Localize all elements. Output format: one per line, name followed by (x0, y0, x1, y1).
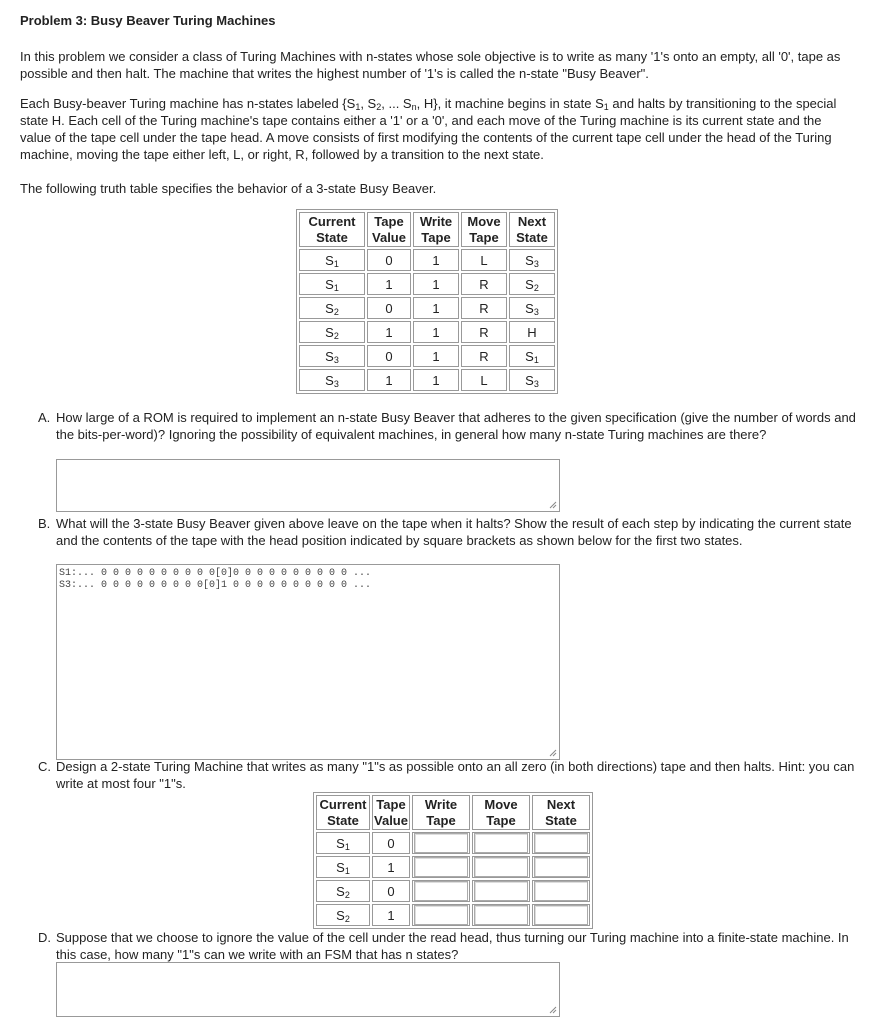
truth-table-row (299, 273, 555, 295)
write-tape-input[interactable] (414, 857, 468, 877)
current-state-cell: $S_2$ (316, 904, 370, 926)
tape-value-cell: 1 (372, 904, 410, 926)
next-state-input[interactable] (534, 905, 588, 925)
question-d-letter: D. (38, 930, 51, 945)
question-a-letter: A. (38, 410, 51, 425)
design-table-header: Tape Value (372, 795, 410, 830)
move-tape-input[interactable] (474, 881, 528, 901)
current-state-cell: $S_3$ (299, 369, 365, 391)
current-state-cell: $S_3$ (299, 345, 365, 367)
design-table-row (316, 856, 590, 878)
tape-value-cell: 1 (372, 856, 410, 878)
truth-table-header: Next State (509, 212, 555, 247)
move-tape-cell (472, 832, 530, 854)
question-c-text: Design a 2-state Turing Machine that writes as many "1"s as possible onto an all zero (in both directions) tape and then halts. Hint: you can write at most four "1"s. (56, 759, 855, 791)
move-tape-cell: R (461, 321, 507, 343)
write-tape-cell: 1 (413, 369, 459, 391)
design-table-row (316, 880, 590, 902)
write-tape-input[interactable] (414, 833, 468, 853)
next-state-cell: H (509, 321, 555, 343)
current-state-cell: $S_1$ (316, 832, 370, 854)
resize-grip-icon[interactable] (548, 1005, 557, 1014)
tape-value-cell: 0 (372, 832, 410, 854)
truth-table-row (299, 297, 555, 319)
move-tape-cell: L (461, 249, 507, 271)
write-tape-cell (412, 856, 470, 878)
move-tape-cell: R (461, 273, 507, 295)
tape-value-cell: 1 (367, 321, 411, 343)
truth-table-header: Write Tape (413, 212, 459, 247)
truth-table-header: Tape Value (367, 212, 411, 247)
move-tape-cell: R (461, 345, 507, 367)
question-b-letter: B. (38, 516, 51, 531)
truth-table-row (299, 345, 555, 367)
current-state-cell: $S_2$ (316, 880, 370, 902)
write-tape-cell: 1 (413, 345, 459, 367)
design-table (313, 792, 593, 929)
truth-table-row (299, 369, 555, 391)
move-tape-cell (472, 904, 530, 926)
write-tape-cell: 1 (413, 321, 459, 343)
question-d-text: Suppose that we choose to ignore the value of the cell under the read head, thus turning our Turing machine into a finite-state machine. In this case, how many "1"s can we write with an FSM that has n states? (56, 930, 849, 962)
question-a-text: How large of a ROM is required to implement an n-state Busy Beaver that adheres to the given specification (give the number of words and the bits-per-word)? Ignoring the possibility of equivalent machines, in general how many n-state Turing machines are there? (56, 410, 856, 442)
truth-table-header: Current State (299, 212, 365, 247)
move-tape-input[interactable] (474, 905, 528, 925)
move-tape-cell: R (461, 297, 507, 319)
next-state-cell (532, 832, 590, 854)
next-state-cell: $S_1$ (509, 345, 555, 367)
current-state-cell: $S_1$ (299, 273, 365, 295)
move-tape-input[interactable] (474, 857, 528, 877)
write-tape-cell: 1 (413, 297, 459, 319)
problem-title: Problem 3: Busy Beaver Turing Machines (20, 13, 276, 28)
current-state-cell: $S_1$ (316, 856, 370, 878)
next-state-cell: $S_3$ (509, 297, 555, 319)
write-tape-input[interactable] (414, 881, 468, 901)
tape-value-cell: 1 (367, 369, 411, 391)
design-table-header: Current State (316, 795, 370, 830)
design-table-row (316, 904, 590, 926)
next-state-cell (532, 856, 590, 878)
design-table-row (316, 832, 590, 854)
design-table-header: Move Tape (472, 795, 530, 830)
tape-value-cell: 1 (367, 273, 411, 295)
next-state-input[interactable] (534, 857, 588, 877)
table-intro: The following truth table specifies the behavior of a 3-state Busy Beaver. (20, 181, 437, 196)
next-state-cell (532, 880, 590, 902)
description-paragraph: Each Busy-beaver Turing machine has n-states labeled {$S_1$, $S_2$, ... $S_n$, H}, it machine begins in state $S_1$ and halts by transitioning to the special state H. Each cell of the Turing machine's tape contains either a '1' or a '0', and each move of the Turing machine is its current state and the value of the tape cell under the tape head. A move consists of first modifying the contents of the current tape cell under the head of the Turing machine, moving the tape either left, L, or right, R, followed by a transition to the next state. (20, 96, 837, 162)
write-tape-cell (412, 880, 470, 902)
question-c-letter: C. (38, 759, 51, 774)
intro-paragraph: In this problem we consider a class of Turing Machines with n-states whose sole objective is to write as many '1's onto an empty, all '0', tape as possible and then halt. The machine that writes the highest number of '1's is called the n-state "Busy Beaver". (20, 49, 841, 81)
resize-grip-icon[interactable] (548, 500, 557, 509)
resize-grip-icon[interactable] (548, 748, 557, 757)
tape-value-cell: 0 (367, 249, 411, 271)
current-state-cell: $S_2$ (299, 297, 365, 319)
write-tape-cell: 1 (413, 273, 459, 295)
next-state-input[interactable] (534, 881, 588, 901)
answer-d-textarea[interactable] (56, 962, 560, 1017)
write-tape-cell: 1 (413, 249, 459, 271)
move-tape-cell (472, 880, 530, 902)
move-tape-cell: L (461, 369, 507, 391)
next-state-cell: $S_3$ (509, 369, 555, 391)
truth-table-row (299, 249, 555, 271)
truth-table-row (299, 321, 555, 343)
answer-a-textarea[interactable] (56, 459, 560, 512)
next-state-cell: $S_2$ (509, 273, 555, 295)
next-state-cell: $S_3$ (509, 249, 555, 271)
write-tape-input[interactable] (414, 905, 468, 925)
move-tape-input[interactable] (474, 833, 528, 853)
answer-b-content: S1:... 0 0 0 0 0 0 0 0 0 0[0]0 0 0 0 0 0 0 0 0 0 ... S3:... 0 0 0 0 0 0 0 0 0[0]1 0 0 0 0 0 0 0 0 0 0 ... (59, 568, 372, 591)
tape-value-cell: 0 (372, 880, 410, 902)
truth-table (296, 209, 558, 394)
tape-value-cell: 0 (367, 297, 411, 319)
write-tape-cell (412, 832, 470, 854)
truth-table-header: Move Tape (461, 212, 507, 247)
next-state-cell (532, 904, 590, 926)
tape-value-cell: 0 (367, 345, 411, 367)
next-state-input[interactable] (534, 833, 588, 853)
move-tape-cell (472, 856, 530, 878)
design-table-header: Write Tape (412, 795, 470, 830)
write-tape-cell (412, 904, 470, 926)
answer-b-textarea[interactable] (56, 564, 560, 760)
current-state-cell: $S_2$ (299, 321, 365, 343)
current-state-cell: $S_1$ (299, 249, 365, 271)
design-table-header: Next State (532, 795, 590, 830)
question-b-text: What will the 3-state Busy Beaver given above leave on the tape when it halts? Show the result of each step by indicating the current state and the contents of the tape with the head position indicated by square brackets as shown below for the first two states. (56, 516, 852, 548)
